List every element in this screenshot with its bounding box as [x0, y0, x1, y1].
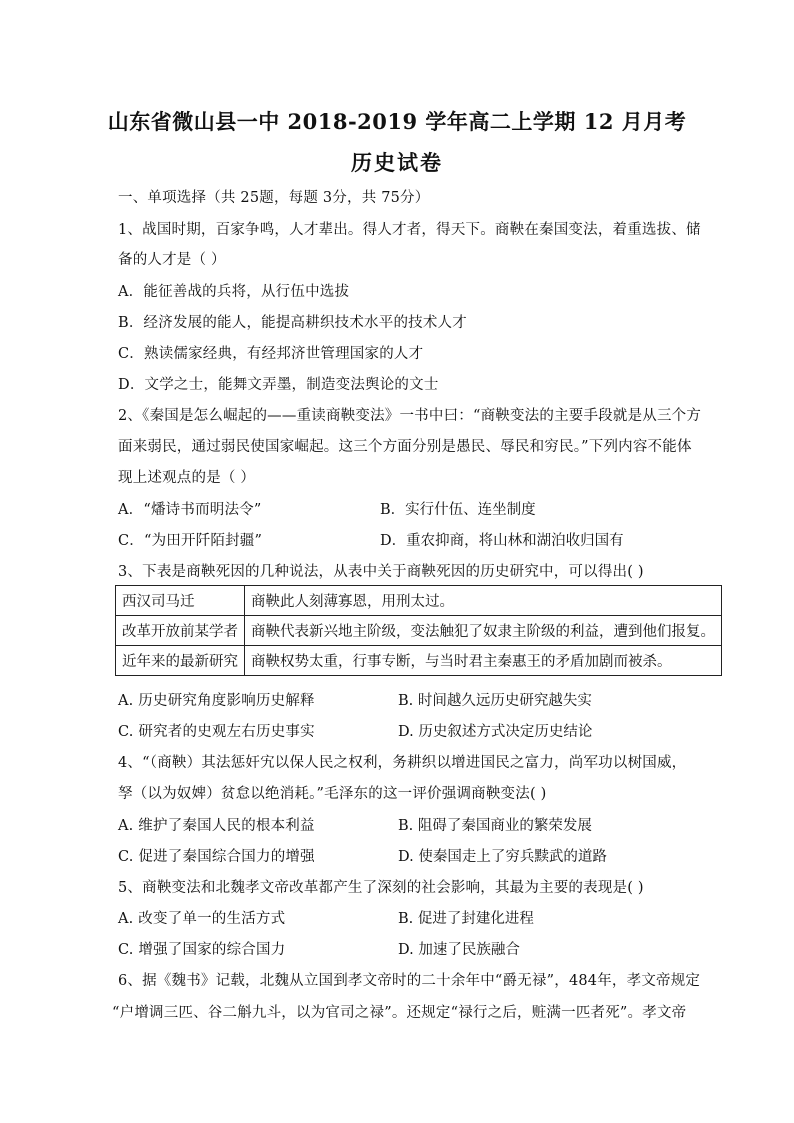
question-4-stem-line-1: 4、“（商鞅）其法惩奸宄以保人民之权利，务耕织以增进国民之富力，尚军功以树国威，	[118, 755, 687, 771]
table-cell-view: 商鞅代表新兴地主阶级，变法触犯了奴隶主阶级的利益，遭到他们报复。	[245, 616, 722, 646]
page-title: 山东省微山县一中 2018-2019 学年高二上学期 12 月月考	[107, 109, 687, 134]
question-3-option-b: B. 时间越久远历史研究越失实	[398, 693, 592, 709]
question-4-option-b: B. 阻碍了秦国商业的繁荣发展	[398, 818, 592, 834]
question-3-option-c: C. 研究者的史观左右历史事实	[118, 724, 315, 740]
question-2-option-a: A．“燔诗书而明法令”	[118, 502, 262, 518]
question-2-option-d: D．重农抑商，将山林和湖泊收归国有	[380, 533, 624, 549]
question-4-stem-line-2: 孥（以为奴婢）贫怠以绝消耗。”毛泽东的这一评价强调商鞅变法( )	[118, 786, 547, 802]
page-subtitle: 历史试卷	[351, 150, 443, 175]
section-heading: 一、单项选择（共 25题，每题 3分，共 75分）	[118, 190, 430, 206]
table-row	[116, 586, 722, 616]
question-4-option-c: C. 促进了秦国综合国力的增强	[118, 849, 315, 865]
question-1-option-b: B．经济发展的能人，能提高耕织技术水平的技术人才	[118, 315, 467, 331]
table-cell-view: 商鞅权势太重，行事专断，与当时君主秦惠王的矛盾加剧而被杀。	[245, 646, 722, 676]
question-2-stem-line-3: 现上述观点的是（ ）	[118, 470, 256, 486]
question-1-option-a: A．能征善战的兵将，从行伍中选拔	[118, 284, 350, 300]
question-2-option-c: C．“为田开阡陌封疆”	[118, 533, 263, 549]
question-1-stem-line-2: 备的人才是（ ）	[118, 252, 226, 268]
question-2-option-b: B．实行什伍、连坐制度	[380, 502, 536, 518]
question-6-stem-line-1: 6、据《魏书》记载，北魏从立国到孝文帝时的二十余年中“爵无禄”，484年，孝文帝规定	[118, 973, 701, 989]
question-5-option-a: A. 改变了单一的生活方式	[118, 911, 286, 927]
question-5-option-c: C. 增强了国家的综合国力	[118, 942, 286, 958]
question-2-stem-line-1: 2、《秦国是怎么崛起的——重读商鞅变法》一书中曰：“商鞅变法的主要手段就是从三个方	[118, 408, 702, 424]
question-3-stem: 3、下表是商鞅死因的几种说法，从表中关于商鞅死因的历史研究中，可以得出( )	[118, 564, 644, 580]
question-1-option-c: C．熟读儒家经典，有经邦济世管理国家的人才	[118, 346, 424, 362]
table-cell-source: 近年来的最新研究	[116, 646, 245, 676]
table-cell-view: 商鞅此人刻薄寡恩，用刑太过。	[245, 586, 722, 616]
question-4-option-a: A. 维护了秦国人民的根本利益	[118, 818, 315, 834]
question-1-option-d: D．文学之士，能舞文弄墨，制造变法舆论的文士	[118, 377, 439, 393]
table-row	[116, 646, 722, 676]
question-6-stem-line-2: “户增调三匹、谷二斛九斗，以为官司之禄”。还规定“禄行之后，赃满一匹者死”。孝文帝	[112, 1005, 687, 1021]
question-4-option-d: D. 使秦国走上了穷兵黩武的道路	[398, 849, 607, 865]
question-5-stem: 5、商鞅变法和北魏孝文帝改革都产生了深刻的社会影响，其最为主要的表现是( )	[118, 880, 644, 896]
question-1-stem-line-1: 1、战国时期，百家争鸣，人才辈出。得人才者，得天下。商鞅在秦国变法，着重选拔、储	[118, 222, 701, 238]
table-cell-source: 改革开放前某学者	[116, 616, 245, 646]
table-cell-source: 西汉司马迁	[116, 586, 245, 616]
table-row	[116, 616, 722, 646]
death-theories-table	[115, 585, 722, 676]
question-2-stem-line-2: 面来弱民，通过弱民使国家崛起。这三个方面分别是愚民、辱民和穷民。”下列内容不能体	[118, 439, 692, 455]
question-3-option-a: A. 历史研究角度影响历史解释	[118, 693, 315, 709]
question-3-option-d: D. 历史叙述方式决定历史结论	[398, 724, 593, 740]
question-5-option-b: B. 促进了封建化进程	[398, 911, 534, 927]
question-5-option-d: D. 加速了民族融合	[398, 942, 520, 958]
